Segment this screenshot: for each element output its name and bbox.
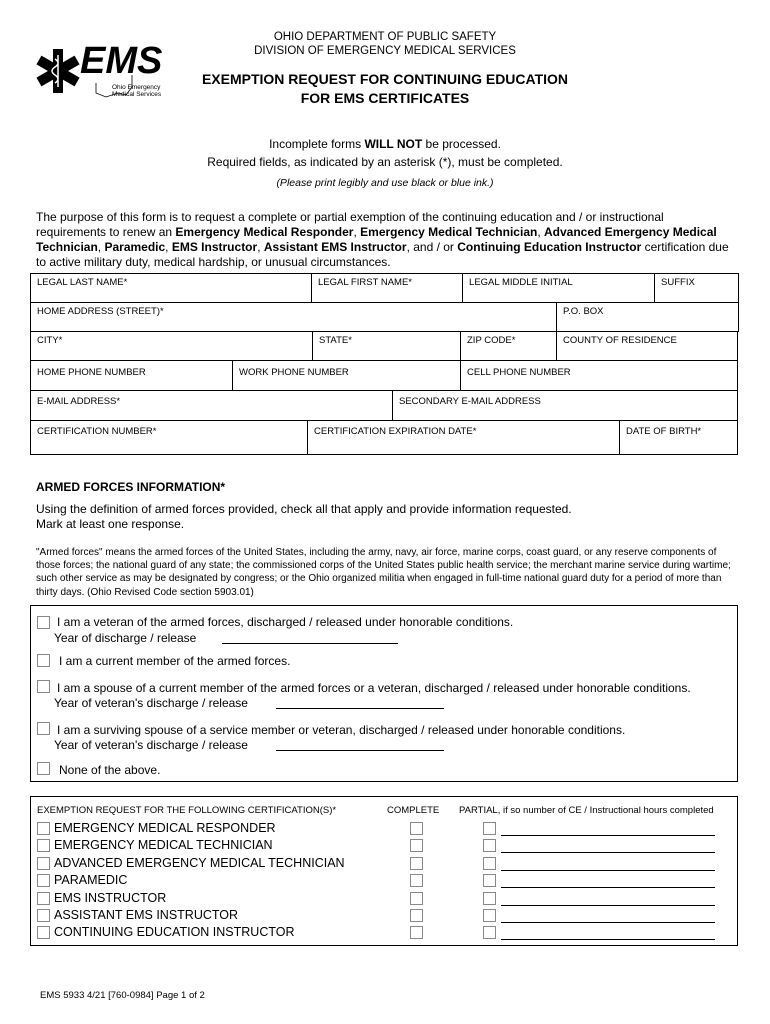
exemption-row (31, 925, 739, 942)
incomplete-notice: Incomplete forms WILL NOT be processed. (269, 137, 501, 151)
form-title (0, 70, 770, 108)
cert-select-checkbox[interactable] (37, 822, 50, 835)
cert-select-checkbox[interactable] (37, 857, 50, 870)
exemption-complete-header: COMPLETE (387, 805, 440, 816)
complete-checkbox[interactable] (410, 892, 423, 905)
dob-field[interactable]: DATE OF BIRTH* (619, 420, 738, 455)
personal-info-table (30, 273, 739, 332)
current-member-label: I am a current member of the armed forces. (59, 654, 291, 668)
spouse-year-label: Year of veteran's discharge / release (54, 696, 248, 710)
city-field[interactable]: CITY* (30, 331, 313, 361)
cert-name-label: CONTINUING EDUCATION INSTRUCTOR (54, 925, 295, 940)
complete-checkbox[interactable] (410, 839, 423, 852)
exemption-table (30, 796, 738, 946)
cert-number-field[interactable]: CERTIFICATION NUMBER* (30, 420, 308, 455)
email-field[interactable]: E-MAIL ADDRESS* (30, 390, 393, 421)
partial-hours-field[interactable] (501, 852, 715, 853)
cert-select-checkbox[interactable] (37, 926, 50, 939)
complete-checkbox[interactable] (410, 926, 423, 939)
partial-checkbox[interactable] (483, 874, 496, 887)
current-member-checkbox[interactable] (37, 654, 50, 667)
armed-forces-instructions: Using the definition of armed forces provided, check all that apply and provide information requested. Mark at least one response. (36, 502, 572, 531)
veteran-year-field[interactable] (222, 643, 398, 644)
state-field[interactable]: STATE* (312, 331, 461, 361)
partial-hours-field[interactable] (501, 887, 715, 888)
complete-checkbox[interactable] (410, 874, 423, 887)
spouse-year-field[interactable] (276, 708, 444, 709)
none-label: None of the above. (59, 763, 161, 777)
required-notice: Required fields, as indicated by an asterisk (*), must be completed. (207, 155, 563, 169)
county-field[interactable]: COUNTY OF RESIDENCE (556, 331, 738, 361)
exemption-row (31, 821, 739, 838)
cert-select-checkbox[interactable] (37, 874, 50, 887)
agency-header (0, 30, 770, 58)
partial-checkbox[interactable] (483, 926, 496, 939)
svg-text:Medical Services: Medical Services (112, 91, 162, 98)
cert-name-label: EMS INSTRUCTOR (54, 890, 167, 905)
svg-text:Ohio Emergency: Ohio Emergency (112, 84, 161, 91)
surviving-spouse-year-field[interactable] (276, 750, 444, 751)
title-line-1: EXEMPTION REQUEST FOR CONTINUING EDUCATION (201, 71, 569, 87)
middle-initial-field[interactable]: LEGAL MIDDLE INITIAL (463, 274, 655, 303)
partial-hours-field[interactable] (501, 835, 715, 836)
home-address-field[interactable]: HOME ADDRESS (STREET)* (31, 303, 557, 332)
cert-name-label: PARAMEDIC (54, 873, 128, 888)
po-box-field[interactable]: P.O. BOX (557, 303, 739, 332)
exemption-row (31, 908, 739, 925)
partial-hours-field[interactable] (501, 939, 715, 940)
cert-select-checkbox[interactable] (37, 909, 50, 922)
work-phone-field[interactable]: WORK PHONE NUMBER (232, 360, 461, 391)
cert-name-label: EMERGENCY MEDICAL TECHNICIAN (54, 838, 273, 853)
partial-hours-field[interactable] (501, 870, 715, 871)
cert-name-label: ADVANCED EMERGENCY MEDICAL TECHNICIAN (54, 855, 345, 870)
cert-expiration-field[interactable]: CERTIFICATION EXPIRATION DATE* (307, 420, 620, 455)
ink-notice: (Please print legibly and use black or blue ink.) (276, 177, 494, 189)
partial-checkbox[interactable] (483, 839, 496, 852)
exemption-partial-header: PARTIAL, if so number of CE / Instructional hours completed (459, 805, 714, 816)
armed-forces-definition: "Armed forces" means the armed forces of the United States, including the army, navy, air force, marine corps, coast guard, or any reserve components of those forces; the national guard of any state; the commissioned corps of the United States public health service; the merchant marine service during wartime; such other service as may be designated by congress; or the Ohio organized militia when engaged in full-time national guard duty for a period of more than thirty days. (Ohio Revised Code section 5903.01) (36, 547, 731, 598)
veteran-year-label: Year of discharge / release (54, 631, 197, 645)
cert-select-checkbox[interactable] (37, 892, 50, 905)
veteran-label: I am a veteran of the armed forces, discharged / released under honorable conditions. (57, 615, 514, 629)
exemption-row (31, 856, 739, 873)
exemption-row (31, 891, 739, 908)
veteran-checkbox[interactable] (37, 616, 50, 629)
complete-checkbox[interactable] (410, 822, 423, 835)
partial-checkbox[interactable] (483, 892, 496, 905)
exemption-row (31, 873, 739, 890)
cert-name-label: EMERGENCY MEDICAL RESPONDER (54, 821, 276, 835)
cert-select-checkbox[interactable] (37, 839, 50, 852)
armed-forces-heading: ARMED FORCES INFORMATION* (36, 480, 226, 494)
cell-phone-field[interactable]: CELL PHONE NUMBER (460, 360, 738, 391)
spouse-label: I am a spouse of a current member of the armed forces or a veteran, discharged / released under honorable conditions. (57, 681, 691, 695)
zip-field[interactable]: ZIP CODE* (460, 331, 557, 361)
partial-checkbox[interactable] (483, 857, 496, 870)
form-footer: EMS 5933 4/21 [760-0984] Page 1 of 2 (40, 990, 205, 1001)
contact-fields (30, 331, 738, 455)
surviving-spouse-checkbox[interactable] (37, 722, 50, 735)
partial-checkbox[interactable] (483, 909, 496, 922)
home-phone-field[interactable]: HOME PHONE NUMBER (30, 360, 233, 391)
partial-hours-field[interactable] (501, 922, 715, 923)
armed-forces-options (30, 605, 738, 782)
first-name-field[interactable]: LEGAL FIRST NAME* (312, 274, 463, 303)
partial-checkbox[interactable] (483, 822, 496, 835)
last-name-field[interactable]: LEGAL LAST NAME* (31, 274, 312, 303)
logo-text: EMS (80, 40, 163, 82)
title-line-2: FOR EMS CERTIFICATES (300, 90, 470, 106)
none-checkbox[interactable] (37, 762, 50, 775)
surviving-spouse-label: I am a surviving spouse of a service member or veteran, discharged / released under honorable conditions. (57, 723, 626, 737)
complete-checkbox[interactable] (410, 857, 423, 870)
purpose-paragraph: The purpose of this form is to request a complete or partial exemption of the continuing education and / or instructional requirements to renew an Emergency Medical Responder, Emergency Medical Technician, Advanced Emergency Medical Technician, Paramedic, EMS Instructor, Assistant EMS Instructor, and / or Continuing Education Instructor certification due to active military duty, medical hardship, or unusual circumstances. (36, 210, 729, 269)
secondary-email-field[interactable]: SECONDARY E-MAIL ADDRESS (392, 390, 738, 421)
cert-name-label: ASSISTANT EMS INSTRUCTOR (54, 908, 239, 922)
division-name: DIVISION OF EMERGENCY MEDICAL SERVICES (254, 45, 516, 57)
exemption-cert-header: EXEMPTION REQUEST FOR THE FOLLOWING CERTIFICATION(S)* (37, 805, 337, 816)
suffix-field[interactable]: SUFFIX (655, 274, 739, 303)
spouse-checkbox[interactable] (37, 680, 50, 693)
complete-checkbox[interactable] (410, 909, 423, 922)
surviving-spouse-year-label: Year of veteran's discharge / release (54, 738, 248, 752)
partial-hours-field[interactable] (501, 905, 715, 906)
department-name: OHIO DEPARTMENT OF PUBLIC SAFETY (273, 31, 497, 43)
exemption-row (31, 838, 739, 855)
